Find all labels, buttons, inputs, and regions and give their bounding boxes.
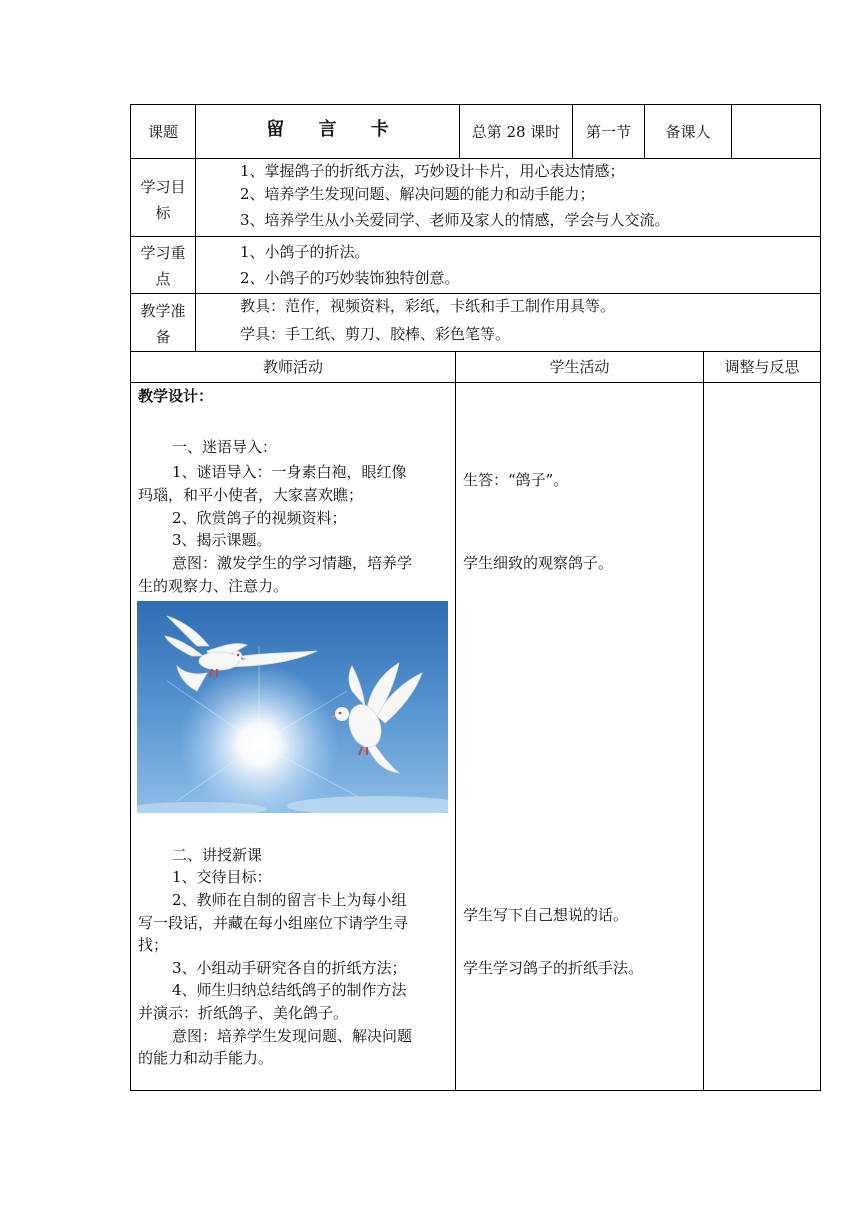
- table-border-left: [130, 104, 131, 1091]
- total-lessons: 总第 28 课时: [471, 123, 561, 141]
- part2-line: 1、交待目标：: [172, 868, 272, 886]
- goal-item: 3、培养学生从小关爱同学、老师及家人的情感，学会与人交流。: [240, 211, 670, 229]
- part1-line: 2、欣赏鸽子的视频资料；: [172, 509, 347, 527]
- row-divider-header: [130, 158, 821, 159]
- part1-line: 意图：激发学生的学习情趣，培养学: [172, 554, 413, 572]
- row-divider-columns: [130, 382, 821, 383]
- label-column-divider: [195, 104, 196, 352]
- part1-line: 3、揭示课题。: [172, 531, 272, 549]
- part1-line: 1、谜语导入：一身素白袍，眼红像: [172, 463, 407, 481]
- header-divider-4: [731, 104, 732, 159]
- student-activity-item: 生答：“鸽子”。: [463, 471, 569, 489]
- student-activity-item: 学生学习鸽子的折纸手法。: [463, 959, 644, 977]
- design-heading: 教学设计：: [138, 387, 214, 405]
- keypoint-item: 1、小鸽子的折法。: [240, 243, 370, 261]
- activity-divider-1: [455, 351, 456, 1091]
- table-border-bottom: [130, 1090, 821, 1091]
- table-border-right: [820, 104, 821, 1091]
- part1-heading: 一、迷语导入：: [172, 438, 278, 456]
- keypoint-item: 2、小鸽子的巧妙装饰独特创意。: [240, 269, 460, 287]
- preparation-item: 学具：手工纸、剪刀、胶棒、彩色笔等。: [240, 325, 511, 343]
- student-activity-item: 学生细致的观察鸽子。: [463, 554, 614, 572]
- topic-title: 留 言 卡: [266, 119, 403, 140]
- row-divider-goals: [130, 236, 821, 237]
- teacher-column-header: 教师活动: [262, 358, 323, 376]
- doves-in-sky-photo: [137, 601, 448, 813]
- reflection-column-header: 调整与反思: [724, 358, 800, 376]
- preparer-label: 备课人: [665, 123, 711, 141]
- part1-line: 生的观察力、注意力。: [138, 577, 289, 595]
- topic-label: 课题: [147, 123, 178, 141]
- part2-line: 3、小组动手研究各自的折纸方法；: [172, 959, 407, 977]
- preparation-item: 教具：范作，视频资料，彩纸，卡纸和手工制作用具等。: [240, 297, 616, 315]
- part2-line: 4、师生归纳总结纸鸽子的制作方法: [172, 981, 407, 999]
- part2-line: 找；: [138, 936, 169, 954]
- part2-line: 2、教师在自制的留言卡上为每小组: [172, 891, 407, 909]
- goal-item: 1、掌握鸽子的折纸方法，巧妙设计卡片，用心表达情感；: [240, 162, 625, 180]
- activity-divider-2: [703, 351, 704, 1091]
- section-label: 第一节: [585, 123, 631, 141]
- preparation-label: 教学准备: [140, 302, 186, 346]
- row-divider-preparation: [130, 351, 821, 352]
- student-column-header: 学生活动: [549, 358, 610, 376]
- goal-item: 2、培养学生发现问题、解决问题的能力和动手能力；: [240, 185, 595, 203]
- part2-line: 的能力和动手能力。: [138, 1049, 274, 1067]
- keypoints-label: 学习重点: [140, 244, 186, 288]
- table-border-top: [130, 104, 821, 105]
- part2-line: 意图：培养学生发现问题、解决问题: [172, 1027, 413, 1045]
- part1-line: 玛瑙，和平小使者，大家喜欢瞧；: [138, 486, 364, 504]
- part2-line: 并演示：折纸鸽子、美化鸽子。: [138, 1004, 349, 1022]
- goals-label: 学习目标: [140, 178, 186, 222]
- part2-line: 写一段话，并藏在每小组座位下请学生寻: [138, 914, 409, 932]
- student-activity-item: 学生写下自己想说的话。: [463, 906, 629, 924]
- part2-heading: 二、讲授新课: [172, 846, 263, 864]
- row-divider-keypoints: [130, 293, 821, 294]
